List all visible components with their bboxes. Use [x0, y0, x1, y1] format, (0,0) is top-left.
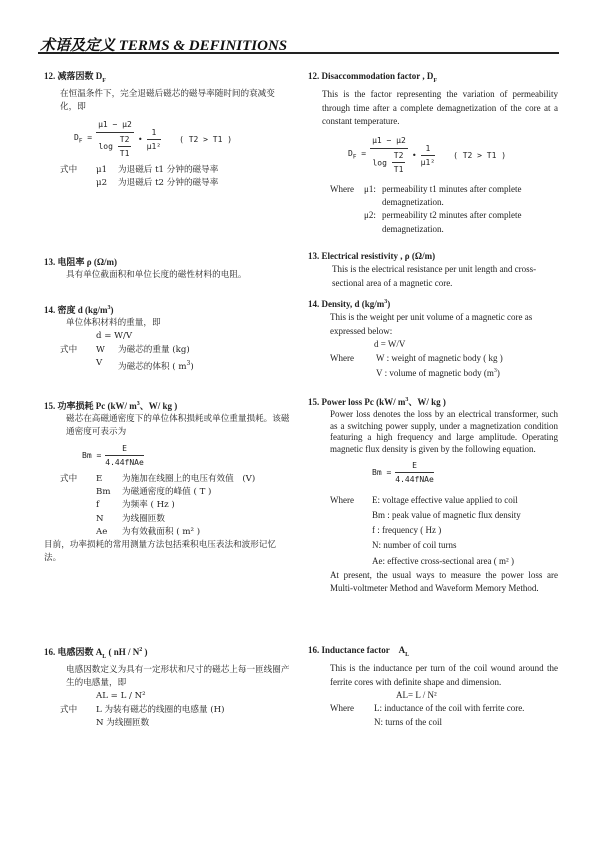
where-list	[44, 473, 292, 539]
where-row: μ2: permeability t2 minutes after complete demagnetization.	[364, 210, 522, 234]
where-row: 式中 W 为磁芯的重量 (kg)	[60, 344, 190, 355]
where-list	[308, 493, 558, 569]
header-rule	[38, 52, 559, 54]
left-section-15	[44, 398, 292, 565]
density-formula: d = W/V	[96, 331, 133, 342]
section-title: 14. 密度 d $(kg/m^3)$	[44, 305, 114, 315]
where-row: Where W : weight of magnetic body ( kg )	[330, 352, 503, 363]
where-row: N 为线圈匝数	[96, 717, 150, 728]
page-header: 术语及定义 TERMS & DEFINITIONS	[40, 38, 288, 54]
symbol-definition: 为频率 ( Hz )	[122, 500, 175, 511]
where-row: N: turns of the coil	[374, 716, 442, 727]
left-section-12	[44, 70, 292, 190]
where-label	[330, 554, 372, 569]
inductance-formula: AL = L / N²	[96, 691, 146, 702]
where-row: Where μ1: permeability t1 minutes after complete demagnetization.	[330, 183, 522, 208]
section-body: This is the factor representing the variation of permeability through time after a complete demagnetization of the core at a constant temperature.	[322, 89, 558, 127]
section-body: 具有单位截面积和单位长度的磁性材料的电阻。	[66, 270, 247, 281]
where-row	[308, 554, 558, 569]
where-row	[44, 513, 292, 526]
where-label: Where	[330, 494, 354, 505]
section-title: 12. 减落因数 $D_F$	[44, 71, 106, 84]
section-title: 15. Power loss Pc (kW/ $m^3$、W/ kg )	[308, 397, 446, 407]
section-title: 14. Density, d $(kg/m^3)$	[308, 299, 391, 309]
section-title: 16. 电感因数 $A_L$ ( nH / $N^2$ )	[44, 647, 148, 660]
where-row: Where L: inductance of the coil with ferrite core.	[330, 703, 525, 714]
symbol-definition: f : frequency ( Hz )	[372, 525, 442, 536]
where-label	[60, 486, 96, 499]
symbol-definition: 为线圈匝数	[122, 513, 165, 524]
section-title: 15. 功率损耗 Pc (kW/ $m^3$、W/ kg )	[44, 401, 178, 411]
symbol-definition: 为施加在线圈上的电压有效值 (V)	[122, 474, 256, 485]
symbol-definition: Bm : peak value of magnetic flux density	[372, 510, 521, 521]
right-section-16	[308, 644, 558, 729]
left-section-13	[44, 256, 292, 282]
section-body: 磁芯在高磁通密度下的单位体积损耗或单位重量损耗。该磁通密度可表示为	[66, 414, 290, 438]
where-label	[60, 513, 96, 526]
section-body: 在恒温条件下，完全退磁后磁芯的磁导率随时间的衰减变化，即	[60, 89, 275, 113]
where-row	[308, 508, 558, 523]
right-section-12	[308, 70, 558, 236]
symbol-definition: Ae: effective cross-sectional area ( m² )	[372, 555, 514, 566]
left-section-14	[44, 302, 292, 374]
where-row: 式中 L 为装有磁芯的线圈的电感量 (H)	[60, 704, 225, 715]
symbol: E	[96, 474, 103, 485]
where-label	[60, 526, 96, 539]
where-row: V : volume of magnetic body $(m^3)$	[376, 368, 500, 379]
where-row	[308, 523, 558, 538]
section-body: 电感因数定义为具有一定形状和尺寸的磁芯上每一匝线圈产生的电感量，即	[66, 665, 290, 689]
section-body: This is the weight per unit volume of a magnetic core as expressed below:	[330, 312, 533, 336]
inductance-formula: AL= L / N²	[396, 690, 437, 701]
symbol-definition: 为有效截面积 ( m² )	[122, 526, 201, 537]
section-body: Power loss denotes the loss by an electrical transformer, such as a switching power supply, under a magnetization condition featuring a high frequency and large amplitude. Operating magnetic flux density is given by the following equation.	[330, 409, 558, 454]
symbol: N	[96, 513, 104, 524]
right-section-13	[308, 250, 558, 290]
where-row: 式中 μ1 为退磁后 t1 分钟的磁导率	[60, 165, 219, 176]
symbol-definition: 为磁通密度的峰值 ( T )	[122, 487, 212, 498]
left-section-16	[44, 644, 292, 730]
flux-density-formula: Bm = $\frac{E}{\text{4.44fNAe}}$	[82, 443, 144, 467]
where-row	[308, 493, 558, 508]
where-label	[330, 523, 372, 538]
where-label	[330, 508, 372, 523]
symbol: f	[96, 500, 100, 511]
symbol-definition: E: voltage effective value applied to coil	[372, 494, 518, 505]
section-title: 12. Disaccommodation factor , $D_F$	[308, 71, 437, 84]
symbol-definition: N: number of coil turns	[372, 540, 457, 551]
section-title: 13. 电阻率 ρ (Ω/m)	[44, 257, 118, 267]
where-row: V 为磁芯的体积 ( $m^3$)	[96, 357, 194, 372]
where-label	[60, 499, 96, 512]
where-label: 式中	[60, 474, 78, 485]
disaccommodation-formula: $D_F$ = μ1 − μ2 log $\frac{T2}{T1}$ • $\frac{1}{\text{μ1²}}$ ( T2 > T1 )	[348, 136, 507, 175]
disaccommodation-formula: $D_F$ = μ1 − μ2 log $\frac{T2}{T1}$ • $\frac{1}{\text{μ1²}}$ ( T2 > T1 )	[74, 120, 233, 158]
section-body: 单位体积材料的重量，即	[66, 318, 161, 329]
where-row	[44, 486, 292, 499]
where-label	[330, 538, 372, 553]
where-row	[44, 499, 292, 512]
symbol: Ae	[96, 526, 108, 537]
where-row: μ2 为退磁后 t2 分钟的磁导率	[96, 178, 219, 189]
symbol: Bm	[96, 487, 111, 498]
density-formula: d = W/V	[374, 339, 406, 350]
where-row	[44, 526, 292, 539]
section-body: This is the electrical resistance per unit length and cross-sectional area of a magnetic core.	[332, 264, 537, 288]
section-tail: At present, the usual ways to measure the power loss are Multi-voltmeter Method and Waveform Memory Method.	[330, 569, 558, 594]
flux-density-formula: Bm = $\frac{E}{\text{4.44fNAe}}$	[372, 461, 434, 485]
section-title: 13. Electrical resistivity , ρ (Ω/m)	[308, 251, 436, 261]
where-row	[44, 473, 292, 486]
right-section-14	[308, 296, 558, 380]
section-body: This is the inductance per turn of the coil wound around the ferrite cores with definite shape and dimension.	[330, 663, 558, 687]
right-section-15	[308, 394, 558, 596]
section-tail: 目前，功率损耗的常用测量方法包括乘积电压表法和波形记忆法。	[44, 540, 277, 564]
section-title: 16. Inductance factor $A_L$	[308, 645, 410, 658]
where-row	[308, 538, 558, 553]
